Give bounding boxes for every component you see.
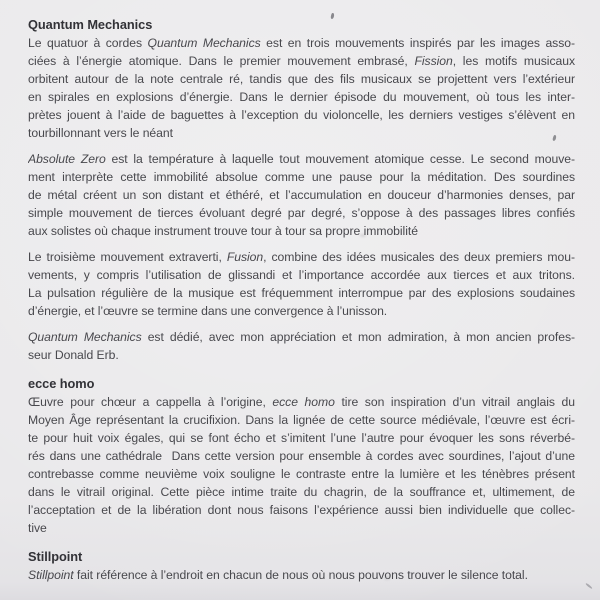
text-line: Œuvre pour chœur a cappella à l’origine, ecce homo tire son inspiration d’un vitrail anglais du: [28, 395, 575, 409]
section-heading: Quantum Mechanics: [28, 17, 153, 32]
text-line: l’acceptation et de la libération dont nous faisons l’expérience aussi bien individuelle que collec-: [28, 503, 575, 517]
text-line: ment interprète cette immobilité absolue comme une pause pour la méditation. Des sourdines: [28, 170, 575, 184]
scan-speck: [384, 576, 390, 580]
scan-speck: [360, 234, 366, 237]
text-line: Moyen Âge représentant la crucifixion. Dans la lignée de cette source médiévale, l’œuvre est écri-: [28, 413, 575, 427]
text-line: de métal créent un son distant et éthéré, et l’accumulation en douceur d’harmonies denses, par: [28, 188, 575, 202]
text-line: orbitent autour de la note centrale ré, tandis que des fils musicaux se projettent vers l’extérieur: [28, 72, 575, 86]
scan-speck: [585, 583, 593, 590]
text-line: rés dans une cathédrale Dans cette version pour ensemble à cordes avec sourdines, l’ajout d’une: [28, 449, 575, 463]
text-line: Le troisième mouvement extraverti, Fusion, combine des idées musicales des deux premiers mou-: [28, 250, 575, 264]
text-line: Le quatuor à cordes Quantum Mechanics est en trois mouvements inspirés par les images asso-: [28, 36, 575, 50]
text-line: vements, y compris l’utilisation de glissandi et l’importance accordée aux tierces et aux tritons.: [28, 268, 575, 282]
text-line: La pulsation régulière de la musique est fréquemment interrompue par des explosions soudaines: [28, 286, 575, 300]
paragraph: [28, 34, 575, 142]
text-line: contrebasse comme neuvième voix souligne le contraste entre la lumière et les ténèbres présent: [28, 467, 575, 481]
text-line: tourbillonnant vers le néant: [28, 126, 173, 140]
text-line: d’énergie, et l’œuvre se termine dans une convergence à l’unisson.: [28, 304, 388, 318]
text-line: aux solistes où chaque instrument trouve tour à tour sa propre immobilité: [28, 224, 418, 238]
text-line: prètes jouent à l’aide de baguettes à l’exception du violoncelle, les derniers vestiges s’élèvent en: [28, 108, 575, 122]
text-line: Absolute Zero est la température à laquelle tout mouvement atomique cesse. Le second mouve-: [28, 152, 575, 166]
paragraph: [28, 393, 575, 537]
text-line: tive: [28, 521, 47, 535]
paragraph: [28, 248, 575, 320]
section-heading: ecce homo: [28, 376, 95, 391]
text-line: en spirales en explosions d’énergie. Dans le dernier épisode du mouvement, où tous les inter-: [28, 90, 575, 104]
text-line: Quantum Mechanics est dédié, avec mon appréciation et mon admiration, à mon ancien profes-: [28, 330, 575, 344]
paragraph: [28, 566, 575, 584]
text-line: simple mouvement de tierces évoluant degré par degré, s’oppose à des passages libres confiés: [28, 206, 575, 220]
text-line: te pour huit voix égales, qui se font écho et s’imitent l’une l’autre pour évoquer les sons réverbé-: [28, 431, 575, 445]
text-line: Stillpoint fait référence à l’endroit en chacun de nous où nous pouvons trouver le silence total.: [28, 568, 528, 582]
text-line: ciées à l’énergie atomique. Dans le premier mouvement embrasé, Fission, les motifs musicaux: [28, 54, 575, 68]
paragraph: [28, 150, 575, 240]
document-text: [28, 16, 575, 584]
text-line: seur Donald Erb.: [28, 348, 119, 362]
section-heading: Stillpoint: [28, 549, 83, 564]
text-line: dans le vitrail original. Cette pièce intime traite du chagrin, de la souffrance et, ultimement, de: [28, 485, 575, 499]
paragraph: [28, 328, 575, 364]
